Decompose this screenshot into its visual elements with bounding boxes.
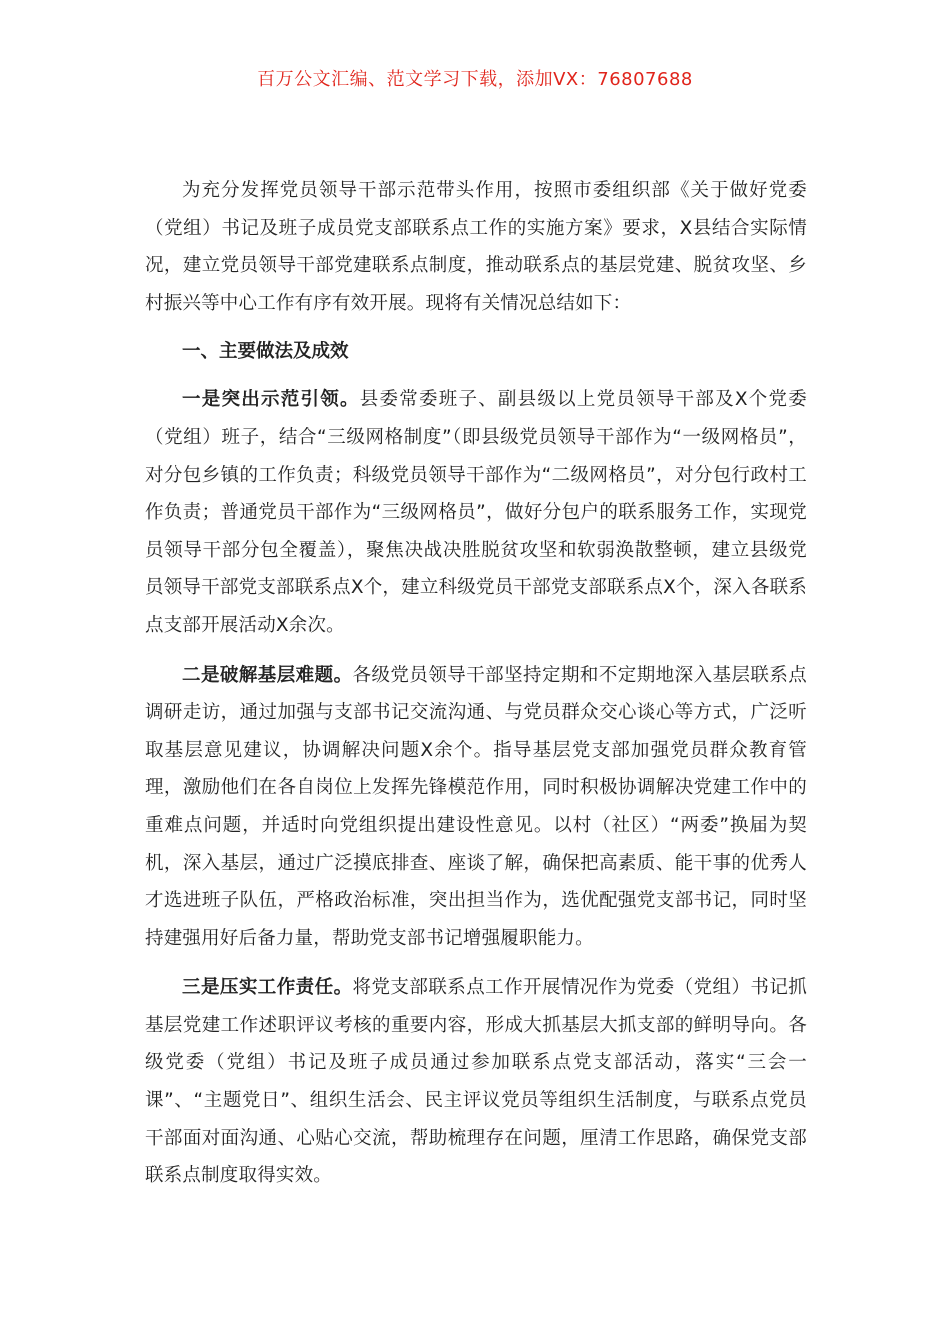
item-lead-1: 一是突出示范引领。 (182, 389, 360, 411)
watermark-header: 百万公文汇编、范文学习下载，添加VX：76807688 (257, 69, 693, 90)
section-heading-1: 一、主要做法及成效 (182, 341, 349, 363)
item-body-1: 县委常委班子、副县级以上党员领导干部及X个党委（党组）班子，结合“三级网格制度”（即县级党员领导干部作为“一级网格员”，对分包乡镇的工作负责；科级党员领导干部作为“二级网格员”，对分包行政村工作负责；普通党员干部作为“三级网格员”，做好分包户的联系服务工作，实现党员领导干部分包全覆盖），聚焦决战决胜脱贫攻坚和软弱涣散整顿，建立县级党员领导干部党支部联系点X个，建立科级党员干部党支部联系点X个，深入各联系点支部开展活动X余次。 (145, 389, 807, 636)
item-body-2: 各级党员领导干部坚持定期和不定期地深入基层联系点调研走访，通过加强与支部书记交流沟通、与党员群众交心谈心等方式，广泛听取基层意见建议，协调解决问题X余个。指导基层党支部加强党员群众教育管理，激励他们在各自岗位上发挥先锋模范作用，同时积极协调解决党建工作中的重难点问题，并适时向党组织提出建设性意见。以村（社区）“两委”换届为契机，深入基层，通过广泛摸底排查、座谈了解，确保把高素质、能干事的优秀人才选进班子队伍，严格政治标准，突出担当作为，选优配强党支部书记，同时坚持建强用好后备力量，帮助党支部书记增强履职能力。 (145, 664, 807, 949)
item-paragraph-2 (145, 657, 807, 958)
item-lead-2: 二是破解基层难题。 (182, 664, 353, 686)
item-lead-3: 三是压实工作责任。 (182, 977, 353, 999)
item-body-3: 将党支部联系点工作开展情况作为党委（党组）书记抓基层党建工作述职评议考核的重要内容，形成大抓基层大抓支部的鲜明导向。各级党委（党组）书记及班子成员通过参加联系点党支部活动，落实“三会一课”、“主题党日”、组织生活会、民主评议党员等组织生活制度，与联系点党员干部面对面沟通、心贴心交流，帮助梳理存在问题，厘清工作思路，确保党支部联系点制度取得实效。 (145, 977, 807, 1187)
document-body (145, 172, 807, 1195)
item-paragraph-1 (145, 381, 807, 644)
item-paragraph-3 (145, 969, 807, 1195)
intro-paragraph: 为充分发挥党员领导干部示范带头作用，按照市委组织部《关于做好党委（党组）书记及班子成员党支部联系点工作的实施方案》要求，X县结合实际情况，建立党员领导干部党建联系点制度，推动联系点的基层党建、脱贫攻坚、乡村振兴等中心工作有序有效开展。现将有关情况总结如下： (145, 180, 807, 314)
